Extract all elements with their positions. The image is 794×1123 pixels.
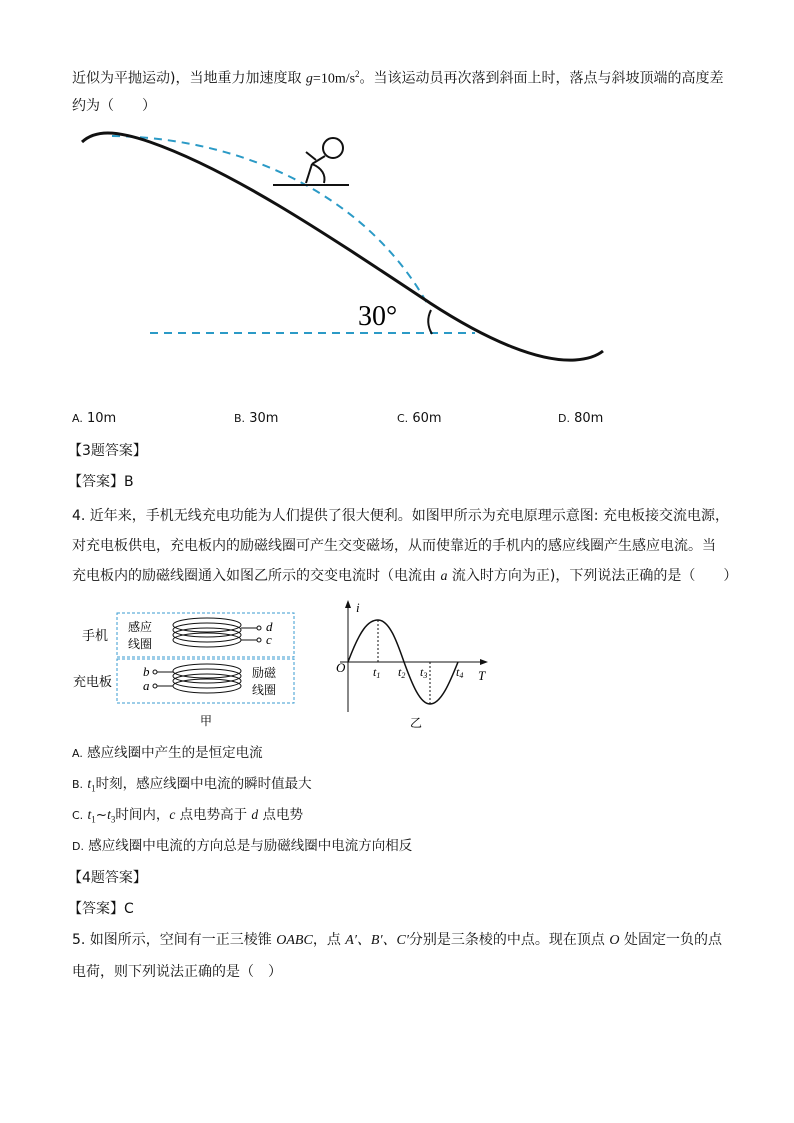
tick-t4: t4 [456,665,464,680]
slope-curve [82,133,603,360]
svg-text:i: i [356,600,360,615]
q3-option-b[interactable]: B. 30m [234,411,279,426]
svg-text:c: c [266,632,272,647]
svg-text:b: b [143,664,150,679]
pad-box [117,659,294,703]
q5-stem-line-1: 5. 如图所示，空间有一正三棱锥 OABC，点 A′、B′、C′分别是三条棱的中点。现在顶点 O 处固定一负的点 [72,932,722,948]
q4-stem-line-2: 对充电板供电，充电板内的励磁线圈可产生交变磁场，从而使靠近的手机内的感应线圈产生感应电流。当 [72,538,716,554]
tick-t2: t2 [398,665,406,680]
q4-answer: 【答案】C [68,901,134,917]
svg-text:a: a [143,678,150,693]
svg-text:充电板: 充电板 [73,675,113,690]
q4-option-c[interactable]: C. $t_1\sim t_3$时间内，c 点电势高于 d 点电势 [72,807,303,825]
q3-stem-line-2: 约为（ ） [72,98,156,114]
q5-stem-line-2: 电荷，则下列说法正确的是（ ） [72,964,282,980]
q3-option-d[interactable]: D. 80m [558,411,604,426]
angle-label: 30° [358,301,398,332]
svg-text:乙: 乙 [410,716,423,730]
svg-text:d: d [266,619,273,634]
q3-option-c[interactable]: C. 60m [397,411,442,426]
excitation-coil-icon [153,664,241,693]
svg-text:手机: 手机 [82,629,109,644]
svg-text:励磁: 励磁 [252,666,277,680]
q4-option-d[interactable]: D. 感应线圈中电流的方向总是与励磁线圈中电流方向相反 [72,838,413,854]
tick-t3: t3 [420,665,428,680]
svg-text:甲: 甲 [200,714,213,728]
svg-text:O: O [336,660,346,675]
svg-text:线圈: 线圈 [128,637,153,651]
q3-option-a[interactable]: A. 10m [72,411,117,426]
q4-option-b[interactable]: B. $t_1$时刻，感应线圈中电流的瞬时值最大 [72,776,312,794]
q3-answer: 【答案】B [68,474,134,490]
trajectory-curve [112,136,428,305]
q3-slope-figure [0,0,794,400]
tick-t1: t1 [373,665,381,680]
current-sine-curve [348,620,458,704]
skier-icon [273,138,349,185]
svg-text:T: T [478,668,486,683]
svg-text:线圈: 线圈 [252,683,277,697]
phone-box [117,613,294,657]
q4-answer-heading: 【4题答案】 [68,870,147,886]
q4-stem-line-3: 充电板内的励磁线圈通入如图乙所示的交变电流时（电流由 a 流入时方向为正)，下列说法正确的是（ ） [72,568,738,584]
q3-stem-line-1: 近似为平抛运动)，当地重力加速度取 $g=10m/s^2$。当该运动员再次落到斜面上时，落点与斜坡顶端的高度差 [72,69,724,87]
q4-stem-line-1: 4. 近年来，手机无线充电功能为人们提供了很大便利。如图甲所示为充电原理示意图: 充电板接交流电源， [72,508,729,524]
svg-text:感应: 感应 [128,620,153,634]
angle-arc [428,310,432,334]
q3-answer-heading: 【3题答案】 [68,443,147,459]
q4-option-a[interactable]: A. 感应线圈中产生的是恒定电流 [72,745,263,761]
induction-coil-icon [173,618,261,647]
